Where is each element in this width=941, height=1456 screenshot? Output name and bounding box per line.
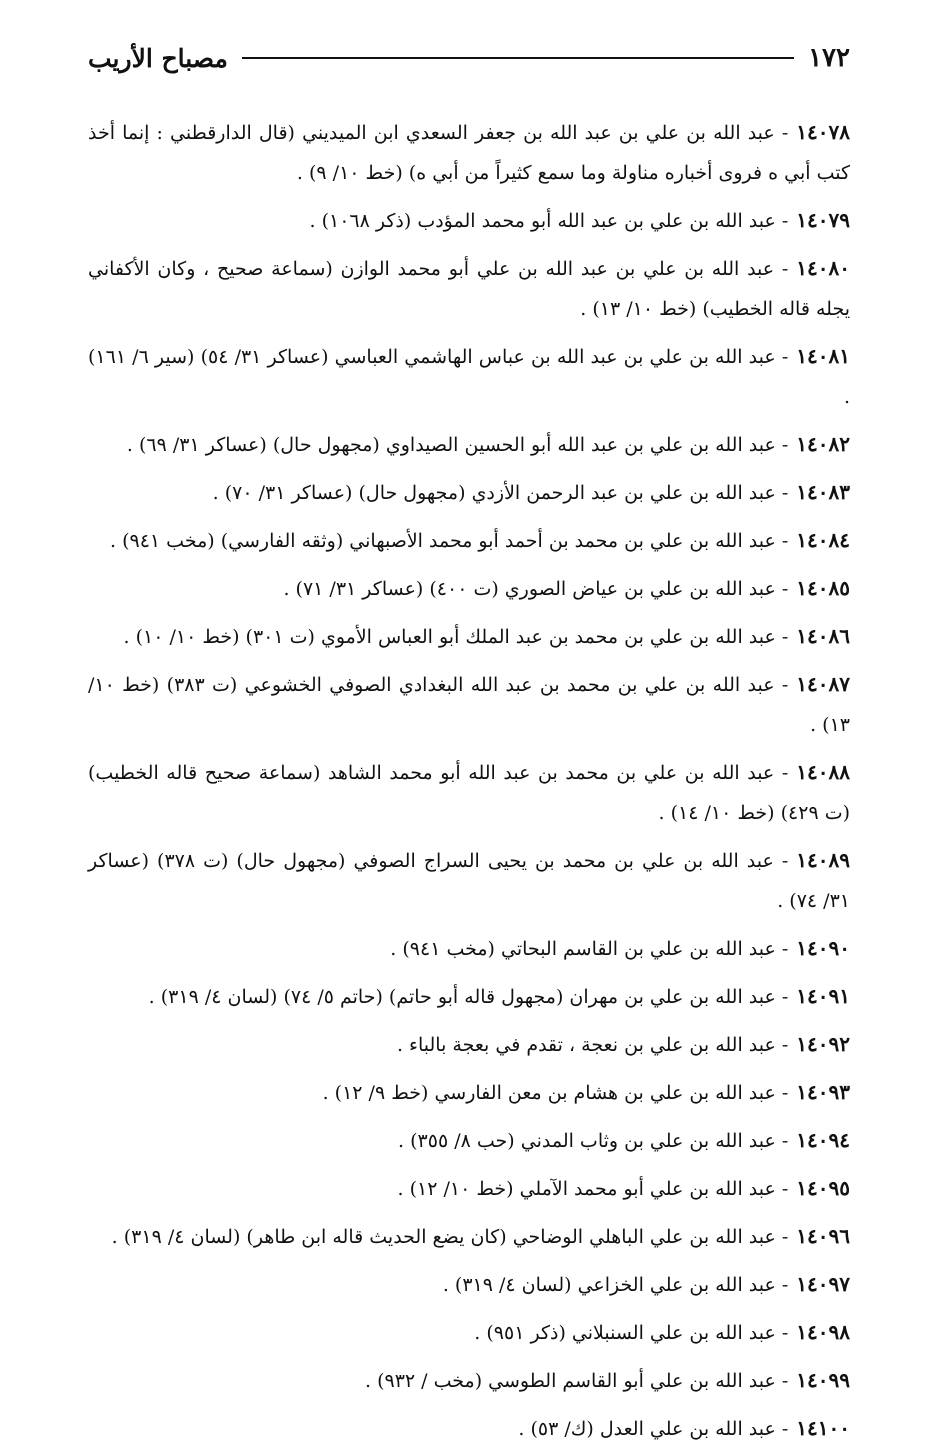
list-item bbox=[88, 424, 850, 465]
list-item bbox=[88, 200, 850, 241]
entry-number: ١٤٠٩٩ bbox=[796, 1368, 850, 1392]
list-item bbox=[88, 752, 850, 833]
entry-text: - عبد الله بن علي بن عبد الرحمن الأزدي (مجهول حال) (عساكر ٣١/ ٧٠) . bbox=[212, 482, 789, 504]
entry-number: ١٤٠٧٩ bbox=[796, 208, 850, 232]
entry-number: ١٤٠٩٣ bbox=[796, 1080, 850, 1104]
entry-text: - عبد الله بن علي بن محمد بن عبد الله أبو محمد الشاهد (سماعة صحيح قاله الخطيب) (ت ٤٢٩) (خط ١٠/ ١٤) . bbox=[88, 762, 850, 824]
entry-text: - عبد الله بن علي الخزاعي (لسان ٤/ ٣١٩) . bbox=[442, 1274, 789, 1296]
entry-number: ١٤٠٩٨ bbox=[796, 1320, 850, 1344]
list-item bbox=[88, 976, 850, 1017]
entry-text: - عبد الله بن علي أبو محمد الآملي (خط ١٠/ ١٢) . bbox=[397, 1178, 789, 1200]
entry-text: - عبد الله بن علي بن محمد بن عبد الله البغدادي الصوفي الخشوعي (ت ٣٨٣) (خط ١٠/ ١٣) . bbox=[88, 674, 850, 736]
entry-number: ١٤٠٨٠ bbox=[796, 256, 850, 280]
entry-number: ١٤٠٨١ bbox=[796, 344, 850, 368]
entry-text: - عبد الله بن علي الباهلي الوضاحي (كان يضع الحديث قاله ابن طاهر) (لسان ٤/ ٣١٩) . bbox=[111, 1226, 789, 1248]
entry-text: - عبد الله بن علي بن عبد الله بن عباس الهاشمي العباسي (عساكر ٣١/ ٥٤) (سير ٦/ ١٦١) . bbox=[88, 346, 850, 408]
list-item bbox=[88, 1360, 850, 1401]
list-item bbox=[88, 1168, 850, 1209]
entry-text: - عبد الله بن علي بن عبد الله بن جعفر السعدي ابن الميديني (قال الدارقطني : إنما أخذ كتب أبي ه فروى أخباره مناولة وما سمع كثيراً من أبي ه) (خط ١٠/ ٩) . bbox=[88, 122, 850, 184]
entry-text: - عبد الله بن علي العدل (ك/ ٥٣) . bbox=[518, 1418, 789, 1440]
entry-text: - عبد الله بن علي أبو القاسم الطوسي (مخب / ٩٣٢) . bbox=[364, 1370, 789, 1392]
list-item bbox=[88, 1120, 850, 1161]
list-item bbox=[88, 1216, 850, 1257]
entry-text: - عبد الله بن علي بن عبد الله بن علي أبو محمد الوازن (سماعة صحيح ، وكان الأكفاني يجله قاله الخطيب) (خط ١٠/ ١٣) . bbox=[88, 258, 850, 320]
entry-text: - عبد الله بن علي بن محمد بن يحيى السراج الصوفي (مجهول حال) (ت ٣٧٨) (عساكر ٣١/ ٧٤) . bbox=[88, 850, 850, 912]
list-item bbox=[88, 520, 850, 561]
list-item bbox=[88, 472, 850, 513]
entry-text: - عبد الله بن علي بن محمد بن أحمد أبو محمد الأصبهاني (وثقه الفارسي) (مخب ٩٤١) . bbox=[110, 530, 789, 552]
entry-text: - عبد الله بن علي بن عبد الله أبو الحسين الصيداوي (مجهول حال) (عساكر ٣١/ ٦٩) . bbox=[126, 434, 789, 456]
entry-list bbox=[88, 112, 850, 1456]
list-item bbox=[88, 1024, 850, 1065]
page-number: ١٧٢ bbox=[808, 43, 850, 73]
entry-text: - عبد الله بن علي بن محمد بن عبد الملك أبو العباس الأموي (ت ٣٠١) (خط ١٠/ ١٠) . bbox=[123, 626, 789, 648]
entry-text: - عبد الله بن علي بن مهران (مجهول قاله أبو حاتم) (حاتم ٥/ ٧٤) (لسان ٤/ ٣١٩) . bbox=[148, 986, 789, 1008]
list-item bbox=[88, 616, 850, 657]
list-item bbox=[88, 1408, 850, 1449]
entry-number: ١٤٠٩٠ bbox=[796, 936, 850, 960]
entry-number: ١٤٠٨٦ bbox=[796, 624, 850, 648]
entry-number: ١٤٠٨٧ bbox=[796, 672, 850, 696]
list-item bbox=[88, 1264, 850, 1305]
entry-number: ١٤١٠٠ bbox=[796, 1416, 850, 1440]
entry-number: ١٤٠٨٩ bbox=[796, 848, 850, 872]
list-item bbox=[88, 1072, 850, 1113]
entry-number: ١٤٠٧٨ bbox=[796, 120, 850, 144]
list-item bbox=[88, 840, 850, 921]
entry-number: ١٤٠٩٧ bbox=[796, 1272, 850, 1296]
entry-number: ١٤٠٨٥ bbox=[796, 576, 850, 600]
entry-number: ١٤٠٩٢ bbox=[796, 1032, 850, 1056]
list-item bbox=[88, 664, 850, 745]
entry-number: ١٤٠٨٢ bbox=[796, 432, 850, 456]
page-header bbox=[88, 38, 850, 78]
entry-number: ١٤٠٩٥ bbox=[796, 1176, 850, 1200]
list-item bbox=[88, 568, 850, 609]
entry-text: - عبد الله بن علي بن نعجة ، تقدم في بعجة بالباء . bbox=[396, 1034, 789, 1056]
entry-text: - عبد الله بن علي بن القاسم البحاتي (مخب ٩٤١) . bbox=[390, 938, 789, 960]
entry-number: ١٤٠٩١ bbox=[796, 984, 850, 1008]
list-item bbox=[88, 928, 850, 969]
entry-text: - عبد الله بن علي بن عبد الله أبو محمد المؤدب (ذكر ١٠٦٨) . bbox=[309, 210, 789, 232]
entry-text: - عبد الله بن علي السنبلاني (ذكر ٩٥١) . bbox=[474, 1322, 789, 1344]
entry-number: ١٤٠٩٦ bbox=[796, 1224, 850, 1248]
entry-text: - عبد الله بن علي بن وثاب المدني (حب ٨/ ٣٥٥) . bbox=[398, 1130, 789, 1152]
entry-text: - عبد الله بن علي بن هشام بن معن الفارسي (خط ٩/ ١٢) . bbox=[322, 1082, 789, 1104]
entry-number: ١٤٠٨٨ bbox=[796, 760, 850, 784]
entry-number: ١٤٠٩٤ bbox=[796, 1128, 850, 1152]
entry-number: ١٤٠٨٣ bbox=[796, 480, 850, 504]
list-item bbox=[88, 1312, 850, 1353]
list-item bbox=[88, 248, 850, 329]
book-title: مصباح الأريب bbox=[88, 43, 228, 73]
list-item bbox=[88, 336, 850, 417]
header-rule bbox=[242, 57, 794, 59]
entry-number: ١٤٠٨٤ bbox=[796, 528, 850, 552]
list-item bbox=[88, 112, 850, 193]
entry-text: - عبد الله بن علي بن عياض الصوري (ت ٤٠٠) (عساكر ٣١/ ٧١) . bbox=[283, 578, 789, 600]
